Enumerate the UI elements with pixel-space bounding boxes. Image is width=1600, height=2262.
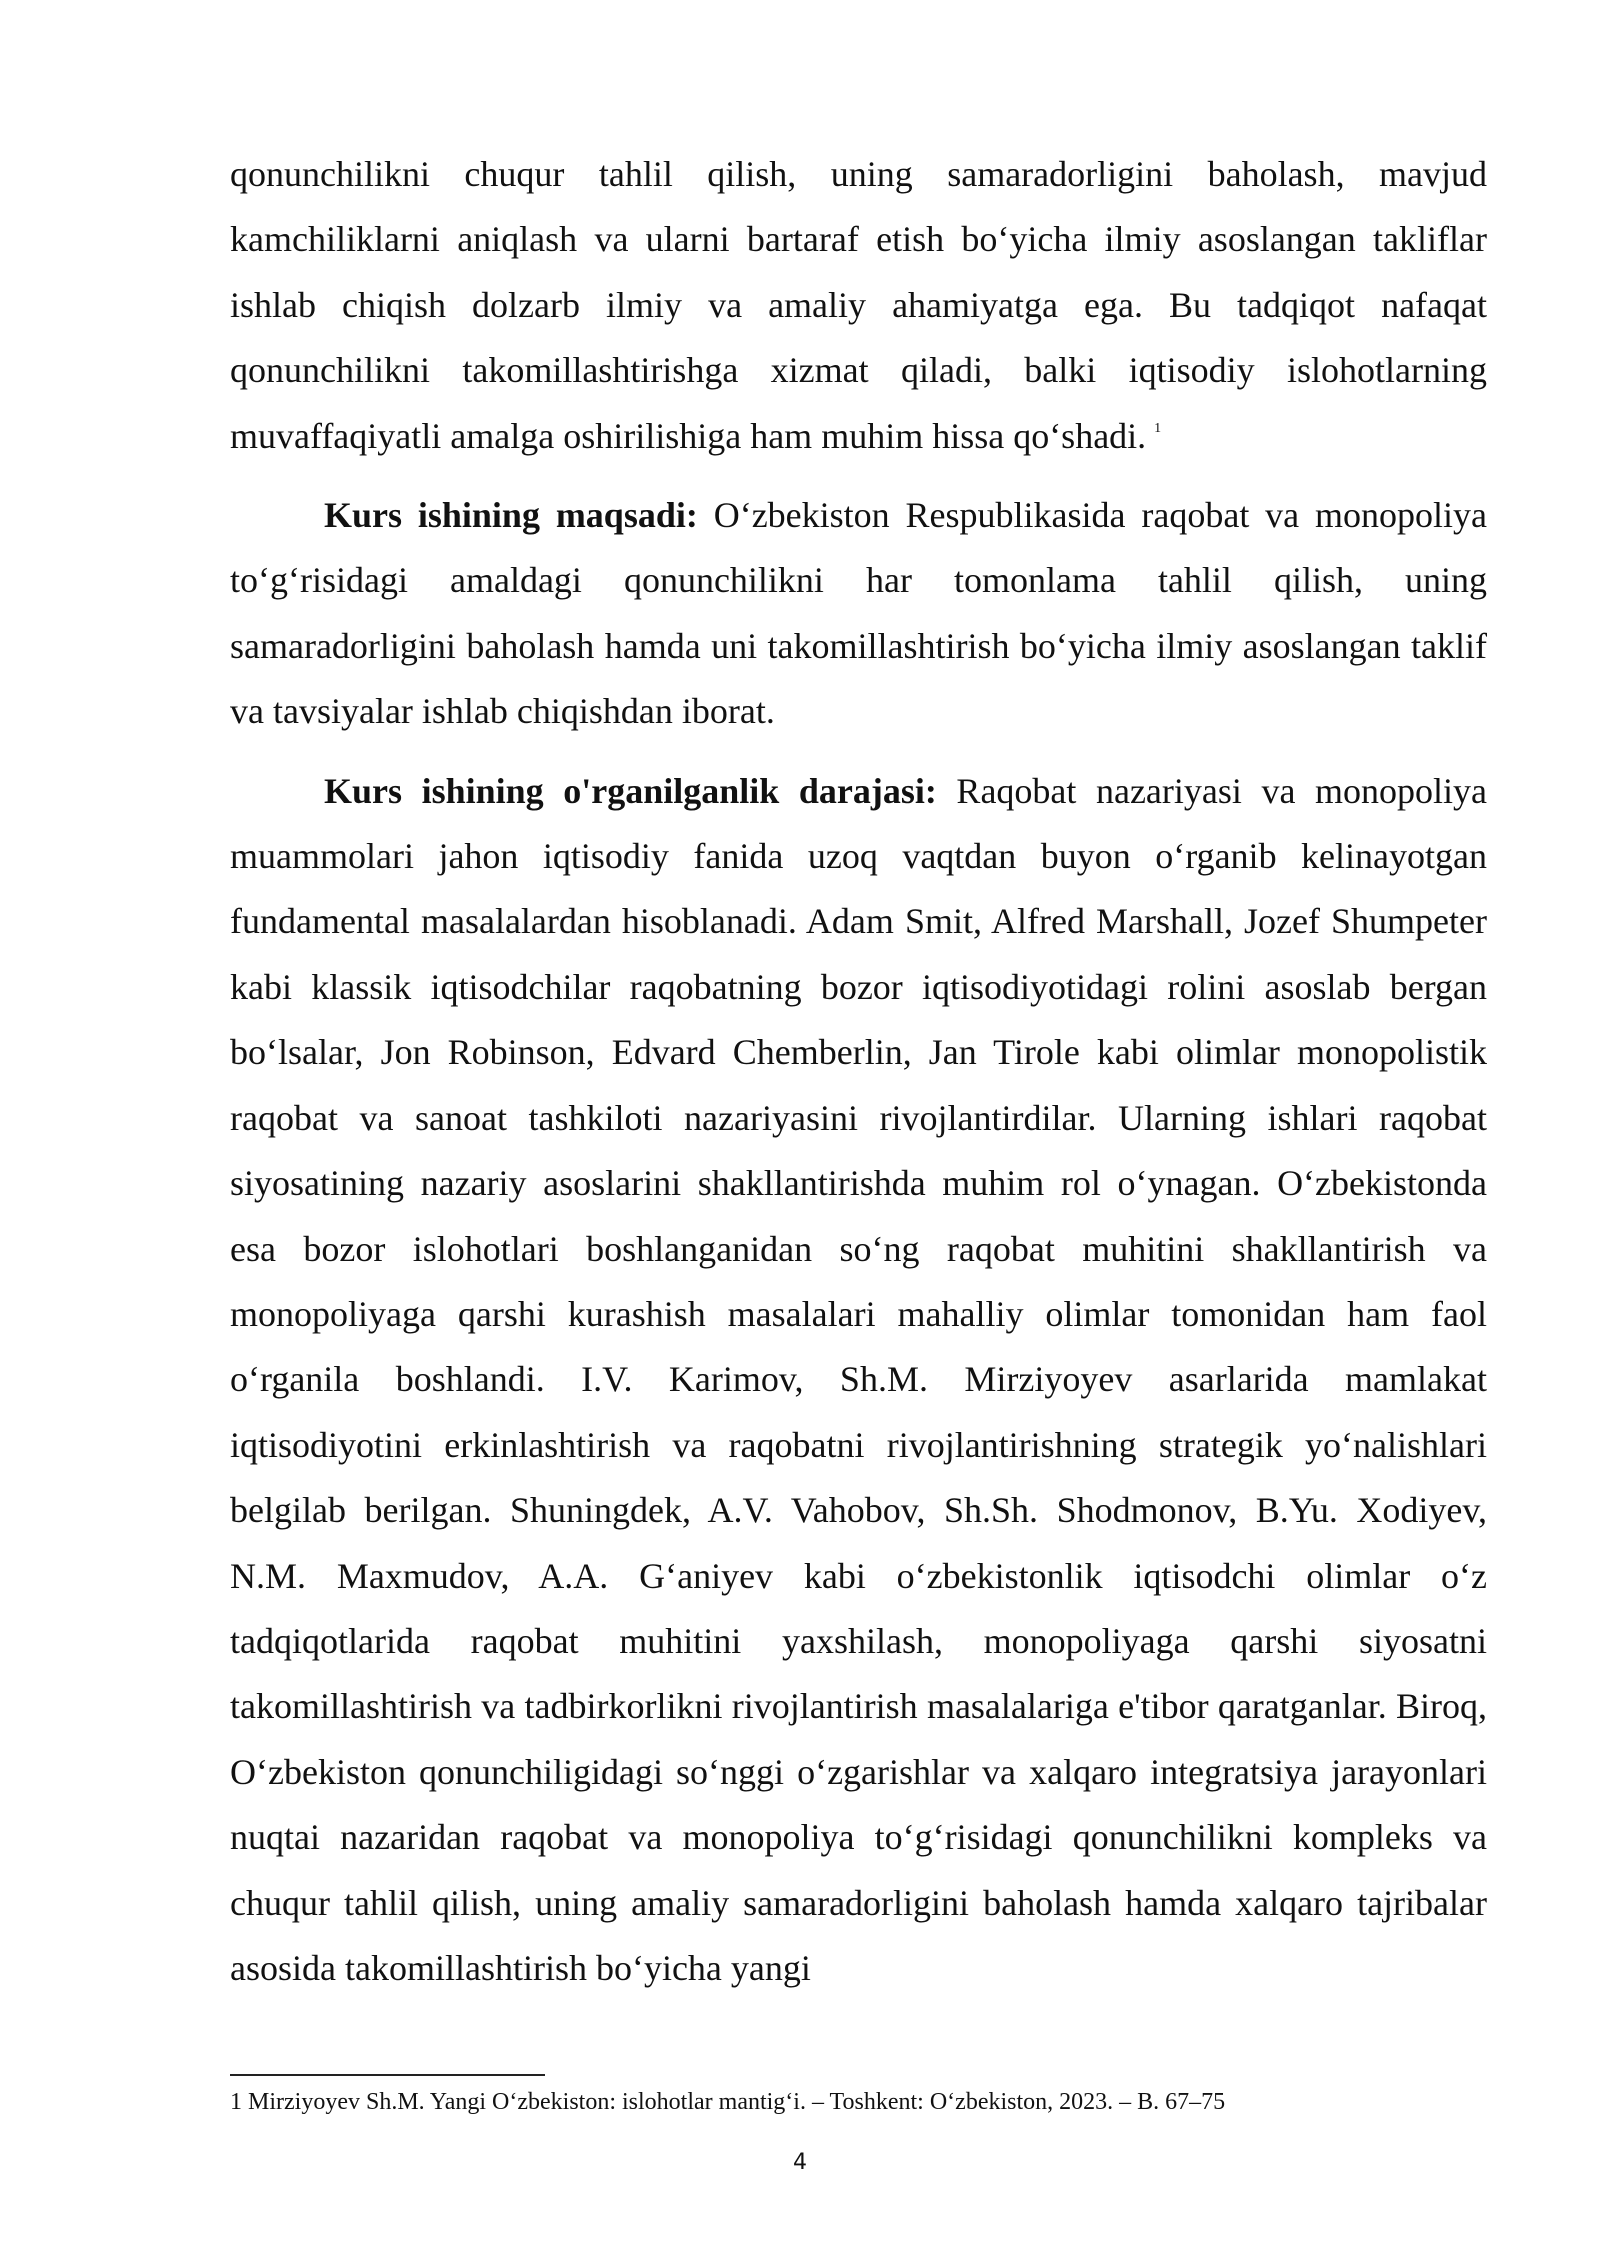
paragraph-lead-heading: Kurs ishining o'rganilganlik darajasi: [324, 770, 937, 811]
paragraph-lead-heading: Kurs ishining maqsadi: [324, 495, 698, 536]
page-number: 4 [793, 2150, 807, 2175]
body-text [230, 142, 1487, 2015]
footnote-reference: 1 [1154, 420, 1162, 436]
paragraph-intro-continued [230, 142, 1487, 469]
paragraph-text: Raqobat nazariyasi va monopoliya muammolari jahon iqtisodiy fanida uzoq vaqtdan buyon o‘rganib kelinayotgan fundamental masalalardan hisoblanadi. Adam Smit, Alfred Marshall, Jozef Shumpeter kabi klassik iqtisodchilar raqobatning bozor iqtisodiyotidagi rolini asoslab bergan bo‘lsalar, Jon Robinson, Edvard Chemberlin, Jan Tirole kabi olimlar monopolistik raqobat va sanoat tashkiloti nazariyasini rivojlantirdilar. Ularning ishlari raqobat siyosatining nazariy asoslarini shakllantirishda muhim rol o‘ynagan. O‘zbekistonda esa bozor islohotlari boshlanganidan so‘ng raqobat muhitini shakllantirish va monopoliyaga qarshi kurashish masalalari mahalliy olimlar tomonidan ham faol o‘rganila boshlandi. I.V. Karimov, Sh.M. Mirziyoyev asarlarida mamlakat iqtisodiyotini erkinlashtirish va raqobatni rivojlantirishning strategik yo‘nalishlari belgilab berilgan. Shuningdek, A.V. Vahobov, Sh.Sh. Shodmonov, B.Yu. Xodiyev, N.M. Maxmudov, A.A. G‘aniyev kabi o‘zbekistonlik iqtisodchi olimlar o‘z tadqiqotlarida raqobat muhitini yaxshilash, monopoliyaga qarshi siyosatni takomillashtirish va tadbirkorlikni rivojlantirish masalalariga e'tibor qaratganlar. Biroq, O‘zbekiston qonunchiligidagi so‘nggi o‘zgarishlar va xalqaro integratsiya jarayonlari nuqtai nazaridan raqobat va monopoliya to‘g‘risidagi qonunchilikni kompleks va chuqur tahlil qilish, uning amaliy samaradorligini baholash hamda xalqaro tajribalar asosida takomillashtirish bo‘yicha yangi [230, 770, 1487, 1988]
paragraph-research-level [230, 759, 1487, 2002]
paragraph-purpose [230, 483, 1487, 745]
footnote-separator [230, 2074, 545, 2076]
footnote: 1 Mirziyoyev Sh.M. Yangi O‘zbekiston: islohotlar mantig‘i. – Toshkent: O‘zbekiston, 2023. – B. 67–75 [230, 2089, 1226, 2115]
paragraph-text: O‘zbekiston Respublikasida raqobat va monopoliya to‘g‘risidagi amaldagi qonunchilikni har tomonlama tahlil qilish, uning samaradorligini baholash hamda uni takomillashtirish bo‘yicha ilmiy asoslangan taklif va tavsiyalar ishlab chiqishdan iborat. [230, 495, 1488, 732]
paragraph-text: qonunchilikni chuqur tahlil qilish, uning samaradorligini baholash, mavjud kamchiliklarni aniqlash va ularni bartaraf etish bo‘yicha ilmiy asoslangan takliflar ishlab chiqish dolzarb ilmiy va amaliy ahamiyatga ega. Bu tadqiqot nafaqat qonunchilikni takomillashtirishga xizmat qiladi, balki iqtisodiy islohotlarning muvaffaqiyatli amalga oshirilishiga ham muhim hissa qo‘shadi. [230, 154, 1487, 456]
